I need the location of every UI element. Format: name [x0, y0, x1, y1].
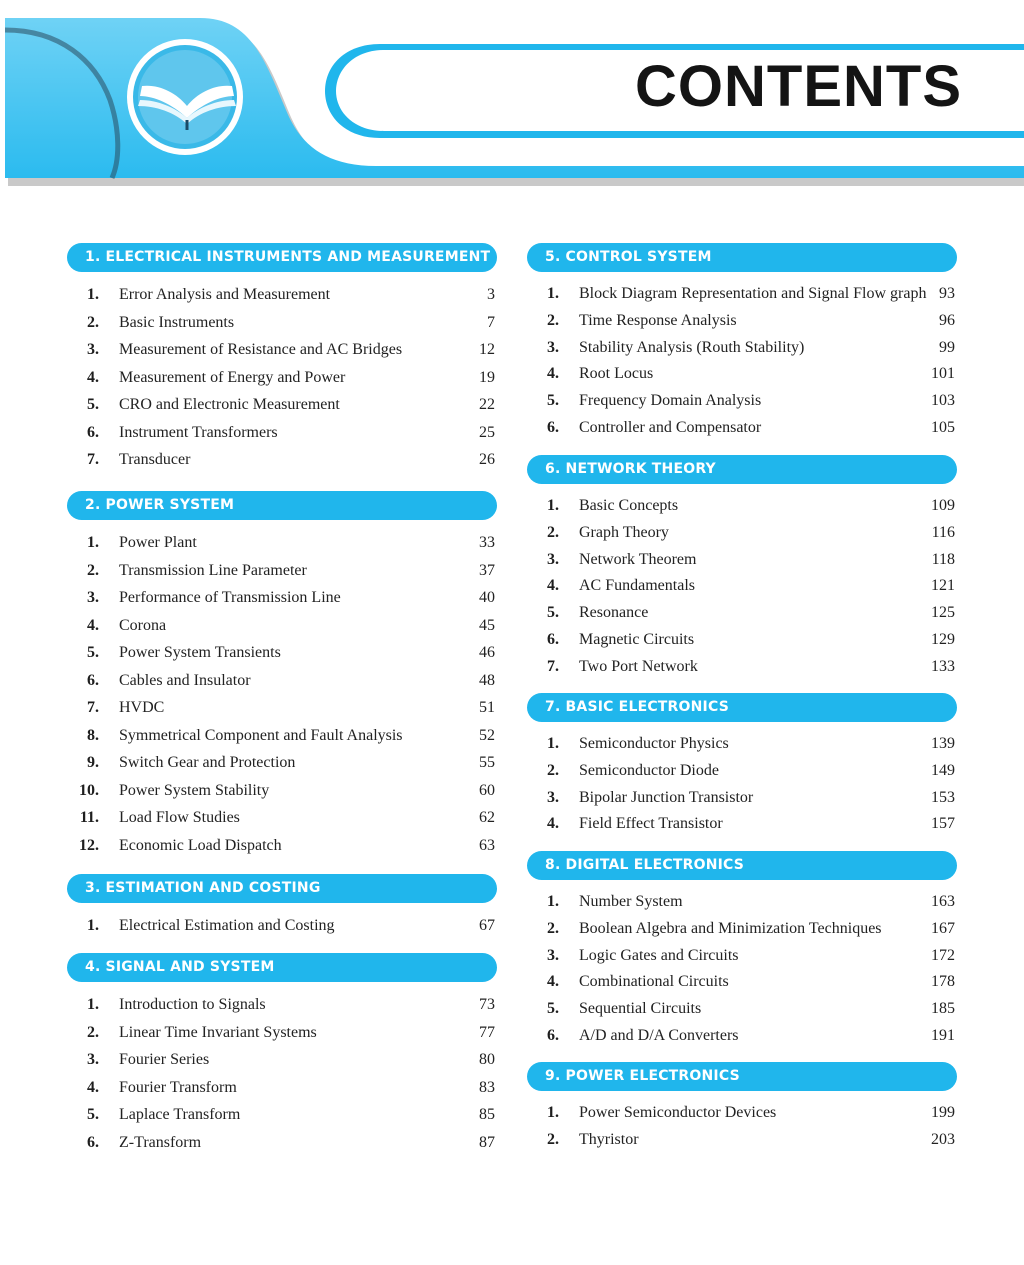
entry-title: Fourier Series [119, 1051, 210, 1068]
toc-entry[interactable] [527, 1023, 957, 1050]
entry-title: CRO and Electronic Measurement [119, 396, 340, 413]
section-digital-electronics [527, 851, 957, 1062]
entry-title: Block Diagram Representation and Signal Flow graph [579, 285, 927, 302]
entry-number: 1. [87, 286, 99, 303]
toc-entry[interactable] [67, 694, 497, 722]
entry-title: Bipolar Junction Transistor [579, 788, 754, 806]
entry-title: Transmission Line Parameter [119, 561, 307, 579]
entry-title: Basic Concepts [579, 497, 679, 514]
entry-title: Field Effect Transistor [579, 815, 723, 833]
entry-title: Electrical Estimation and Costing [119, 917, 335, 934]
entry-page: 191 [931, 1026, 955, 1044]
toc-entry[interactable] [67, 1074, 497, 1102]
entry-number: 12. [79, 836, 99, 854]
entry-number: 6. [87, 1133, 99, 1151]
entry-title: Frequency Domain Analysis [579, 392, 762, 410]
entry-number: 1. [87, 996, 99, 1013]
entry-title: Number System [579, 893, 683, 910]
entry-number: 5. [547, 604, 559, 622]
entry-title: Sequential Circuits [579, 1000, 702, 1018]
entry-page: 99 [939, 338, 955, 356]
page-title: CONTENTS [635, 54, 962, 119]
entry-number: 7. [87, 699, 99, 716]
toc-entry[interactable] [67, 446, 497, 474]
toc-entry[interactable] [67, 336, 497, 364]
toc-entry[interactable] [67, 281, 497, 309]
entry-title: Stability Analysis (Routh Stability) [579, 338, 805, 356]
entry-page: 93 [939, 285, 955, 302]
toc-entry[interactable] [527, 811, 957, 838]
toc-entry[interactable] [67, 529, 497, 557]
entry-page: 3 [487, 286, 495, 303]
toc-entry[interactable] [527, 281, 957, 308]
toc-entry[interactable] [67, 1046, 497, 1074]
entry-page: 167 [931, 919, 955, 937]
section-heading: 3. ESTIMATION AND COSTING [67, 874, 497, 903]
entry-title: Switch Gear and Protection [119, 754, 296, 771]
entry-number: 4. [87, 616, 99, 634]
entry-page: 60 [479, 781, 495, 799]
toc-entry[interactable] [527, 520, 957, 547]
toc-entry[interactable] [527, 308, 957, 335]
entry-page: 203 [931, 1130, 955, 1148]
toc-entry[interactable] [527, 731, 957, 758]
entry-number: 2. [87, 313, 99, 331]
section-heading: 2. POWER SYSTEM [67, 491, 497, 520]
entry-number: 5. [87, 1106, 99, 1123]
entry-title: Performance of Transmission Line [119, 589, 341, 606]
entry-number: 3. [87, 1051, 99, 1068]
entry-page: 26 [479, 451, 495, 468]
toc-entry[interactable] [527, 1127, 957, 1154]
entry-number: 2. [87, 561, 99, 579]
entry-page: 80 [479, 1051, 495, 1068]
entry-page: 48 [479, 671, 495, 689]
entry-number: 1. [547, 1104, 559, 1121]
entry-page: 73 [479, 996, 495, 1013]
entry-page: 87 [479, 1133, 495, 1151]
toc-entry[interactable] [527, 600, 957, 627]
section-heading: 1. ELECTRICAL INSTRUMENTS AND MEASUREMENT [67, 243, 497, 272]
entry-number: 2. [547, 1130, 559, 1148]
section-control-system [527, 243, 957, 455]
entry-title: Linear Time Invariant Systems [119, 1023, 317, 1041]
toc-entry[interactable] [527, 388, 957, 415]
toc-entry[interactable] [67, 912, 497, 940]
toc-entry[interactable] [527, 335, 957, 362]
entry-title: HVDC [119, 699, 165, 716]
entry-page: 103 [931, 392, 955, 410]
toc-entry[interactable] [67, 667, 497, 695]
toc-entry[interactable] [67, 584, 497, 612]
entry-number: 4. [87, 368, 99, 386]
section-heading: 6. NETWORK THEORY [527, 455, 957, 484]
toc-entry[interactable] [527, 785, 957, 812]
entry-title: Network Theorem [579, 550, 697, 568]
entry-title: Two Port Network [579, 657, 698, 675]
entry-page: 133 [931, 657, 955, 675]
entry-page: 85 [479, 1106, 495, 1123]
entry-number: 1. [87, 534, 99, 551]
toc-entry[interactable] [527, 889, 957, 916]
entry-number: 3. [547, 550, 559, 568]
section-heading: 7. BASIC ELECTRONICS [527, 693, 957, 722]
entry-page: 46 [479, 644, 495, 661]
entry-page: 45 [479, 616, 495, 634]
entry-page: 77 [479, 1023, 495, 1041]
entry-number: 8. [87, 726, 99, 744]
entry-title: Logic Gates and Circuits [579, 946, 739, 964]
entry-number: 2. [547, 761, 559, 779]
entry-title: Resonance [579, 604, 649, 622]
toc-entry[interactable] [527, 654, 957, 681]
toc-entry[interactable] [67, 1019, 497, 1047]
toc-entry[interactable] [527, 573, 957, 600]
open-book-icon [132, 68, 242, 138]
entry-number: 11. [79, 809, 99, 826]
right-column [527, 243, 957, 1154]
toc-entry[interactable] [67, 309, 497, 337]
entry-title: Symmetrical Component and Fault Analysis [119, 726, 403, 744]
entry-number: 5. [547, 1000, 559, 1018]
entry-title: AC Fundamentals [579, 577, 695, 595]
toc-entry[interactable] [67, 1129, 497, 1157]
toc-entry[interactable] [67, 832, 497, 860]
section-network-theory [527, 455, 957, 693]
entry-number: 2. [547, 523, 559, 541]
entry-page: 129 [931, 630, 955, 648]
entry-page: 105 [931, 418, 955, 436]
entry-title: Semiconductor Diode [579, 761, 719, 779]
entry-title: Load Flow Studies [119, 809, 240, 826]
entry-title: Time Response Analysis [579, 311, 737, 329]
left-column [67, 243, 497, 1156]
entry-page: 109 [931, 497, 955, 514]
section-heading: 9. POWER ELECTRONICS [527, 1062, 957, 1091]
toc-entry[interactable] [527, 547, 957, 574]
entry-title: Transducer [119, 451, 191, 468]
entry-number: 1. [547, 497, 559, 514]
entry-title: A/D and D/A Converters [579, 1026, 739, 1044]
entry-number: 1. [547, 285, 559, 302]
toc-entry[interactable] [527, 996, 957, 1023]
entry-page: 185 [931, 1000, 955, 1018]
entry-page: 125 [931, 604, 955, 622]
entry-title: Graph Theory [579, 523, 669, 541]
entry-page: 101 [931, 365, 955, 383]
entry-title: Z-Transform [119, 1133, 202, 1151]
entry-title: Root Locus [579, 365, 654, 383]
section-power-electronics [527, 1062, 957, 1154]
entry-number: 10. [79, 781, 99, 799]
entry-title: Measurement of Energy and Power [119, 368, 346, 386]
entry-number: 6. [87, 423, 99, 441]
entry-number: 4. [547, 365, 559, 383]
entry-number: 6. [547, 418, 559, 436]
entry-number: 2. [547, 919, 559, 937]
toc-entry[interactable] [527, 758, 957, 785]
entry-title: Fourier Transform [119, 1078, 237, 1096]
entry-title: Error Analysis and Measurement [119, 286, 331, 303]
entry-page: 19 [479, 368, 495, 386]
entry-page: 25 [479, 423, 495, 441]
entry-number: 3. [547, 946, 559, 964]
entry-page: 96 [939, 311, 955, 329]
entry-page: 63 [479, 836, 495, 854]
entry-title: Power System Transients [119, 644, 281, 661]
entry-page: 149 [931, 761, 955, 779]
entry-number: 3. [87, 589, 99, 606]
toc-entry[interactable] [67, 639, 497, 667]
entry-title: Corona [119, 616, 167, 634]
entry-page: 153 [931, 788, 955, 806]
entry-number: 5. [87, 396, 99, 413]
entry-number: 2. [547, 311, 559, 329]
entry-page: 37 [479, 561, 495, 579]
entry-page: 139 [931, 735, 955, 752]
toc-entry[interactable] [67, 557, 497, 585]
entry-title: Power Semiconductor Devices [579, 1104, 777, 1121]
section-heading: 8. DIGITAL ELECTRONICS [527, 851, 957, 880]
entry-title: Basic Instruments [119, 313, 235, 331]
toc-entry[interactable] [67, 749, 497, 777]
entry-number: 6. [547, 630, 559, 648]
toc-entry[interactable] [527, 1100, 957, 1127]
entry-number: 4. [547, 815, 559, 833]
section-basic-electronics [527, 693, 957, 851]
entry-number: 7. [547, 657, 559, 675]
entry-number: 1. [87, 917, 99, 934]
entry-page: 118 [931, 550, 955, 568]
entry-page: 40 [479, 589, 495, 606]
toc-entry[interactable] [527, 493, 957, 520]
toc-entry[interactable] [527, 969, 957, 996]
toc-entry[interactable] [527, 415, 957, 442]
entry-page: 83 [479, 1078, 495, 1096]
section-signal-system [67, 953, 497, 1156]
toc-entry[interactable] [527, 943, 957, 970]
entry-number: 3. [547, 338, 559, 356]
entry-title: Magnetic Circuits [579, 630, 695, 648]
toc-entry[interactable] [67, 391, 497, 419]
entry-number: 9. [87, 754, 99, 771]
entry-number: 6. [547, 1026, 559, 1044]
entry-page: 52 [479, 726, 495, 744]
entry-title: Power System Stability [119, 781, 270, 799]
entry-title: Instrument Transformers [119, 423, 278, 441]
toc-entry[interactable] [67, 804, 497, 832]
section-electrical-instruments [67, 243, 497, 491]
toc-entry[interactable] [67, 777, 497, 805]
toc-entry[interactable] [527, 361, 957, 388]
entry-number: 1. [547, 735, 559, 752]
entry-number: 4. [547, 577, 559, 595]
entry-page: 12 [479, 341, 495, 358]
entry-page: 67 [479, 917, 495, 934]
entry-title: Measurement of Resistance and AC Bridges [119, 341, 403, 358]
toc-entry[interactable] [67, 364, 497, 392]
toc-entry[interactable] [67, 991, 497, 1019]
entry-title: Introduction to Signals [119, 996, 266, 1013]
entry-page: 51 [479, 699, 495, 716]
section-power-system [67, 491, 497, 874]
entry-number: 3. [547, 788, 559, 806]
entry-title: Cables and Insulator [119, 671, 251, 689]
entry-title: Laplace Transform [119, 1106, 241, 1123]
entry-page: 172 [931, 946, 955, 964]
toc-entry[interactable] [527, 627, 957, 654]
section-estimation-costing [67, 874, 497, 953]
section-heading: 4. SIGNAL AND SYSTEM [67, 953, 497, 982]
entry-page: 55 [479, 754, 495, 771]
toc-entry[interactable] [67, 612, 497, 640]
entry-title: Thyristor [579, 1130, 639, 1148]
entry-page: 33 [479, 534, 495, 551]
entry-page: 178 [931, 973, 955, 991]
entry-page: 116 [931, 523, 955, 541]
entry-page: 163 [931, 893, 955, 910]
toc-entry[interactable] [67, 419, 497, 447]
section-heading: 5. CONTROL SYSTEM [527, 243, 957, 272]
entry-title: Boolean Algebra and Minimization Techniques [579, 919, 882, 937]
entry-page: 22 [479, 396, 495, 413]
entry-title: Economic Load Dispatch [119, 836, 282, 854]
entry-page: 157 [931, 815, 955, 833]
entry-number: 3. [87, 341, 99, 358]
entry-number: 2. [87, 1023, 99, 1041]
toc-entry[interactable] [527, 916, 957, 943]
entry-title: Controller and Compensator [579, 418, 762, 436]
entry-number: 5. [547, 392, 559, 410]
entry-number: 4. [547, 973, 559, 991]
entry-title: Semiconductor Physics [579, 735, 729, 752]
entry-page: 7 [487, 313, 495, 331]
entry-number: 4. [87, 1078, 99, 1096]
entry-title: Power Plant [119, 534, 197, 551]
contents-header [0, 0, 1024, 200]
entry-number: 6. [87, 671, 99, 689]
entry-number: 7. [87, 451, 99, 468]
entry-page: 199 [931, 1104, 955, 1121]
entry-number: 5. [87, 644, 99, 661]
entry-page: 62 [479, 809, 495, 826]
entry-title: Combinational Circuits [579, 973, 729, 991]
entry-number: 1. [547, 893, 559, 910]
entry-page: 121 [931, 577, 955, 595]
toc-entry[interactable] [67, 1101, 497, 1129]
toc-entry[interactable] [67, 722, 497, 750]
